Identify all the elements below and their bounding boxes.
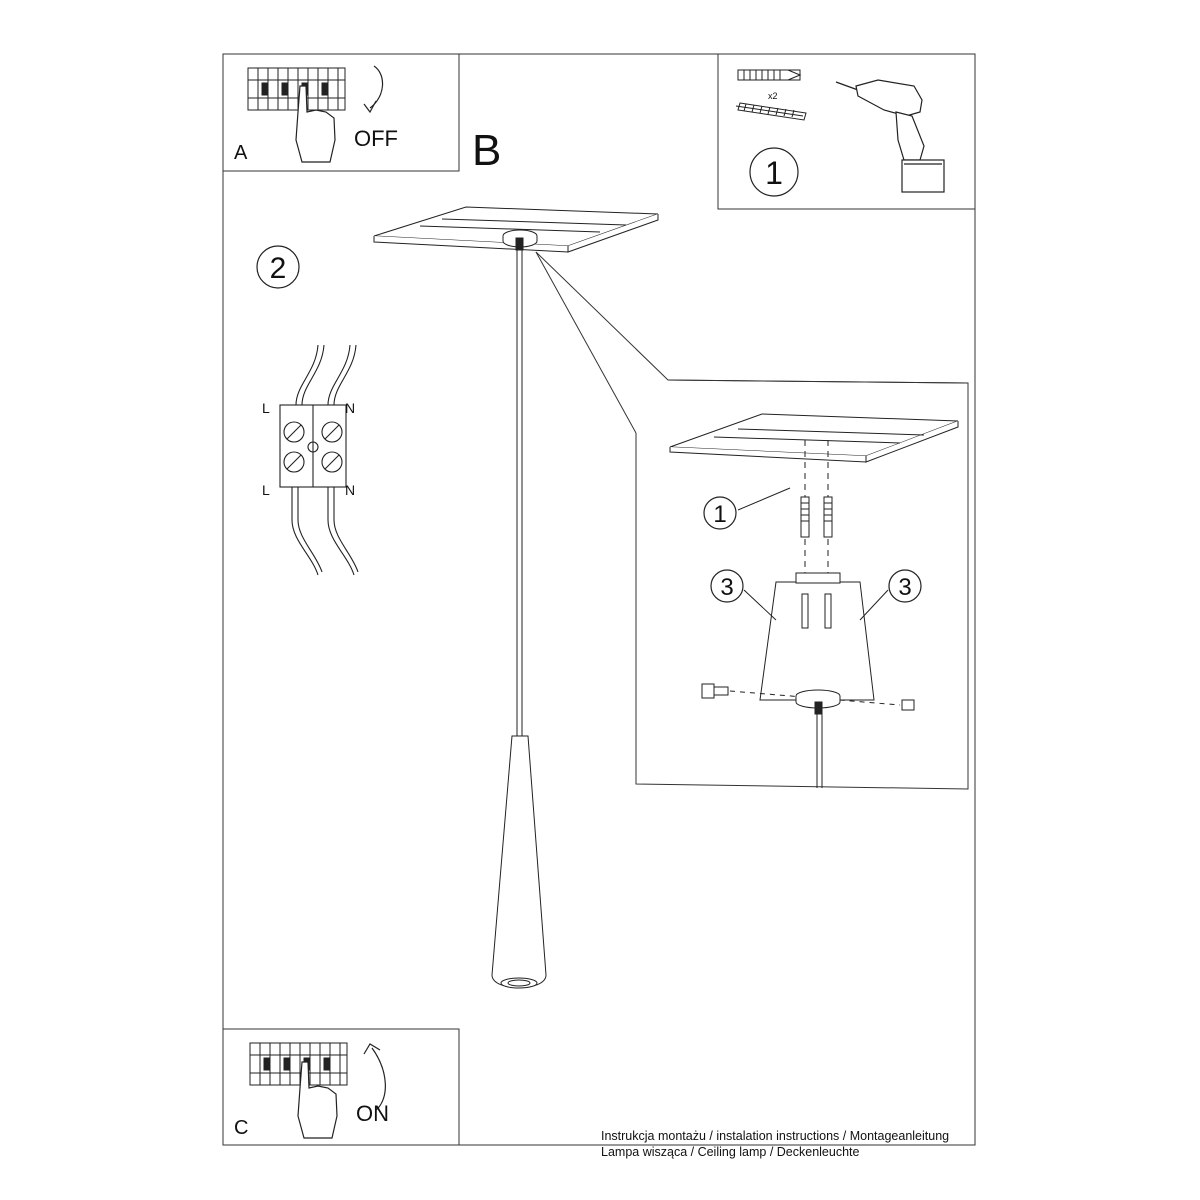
switch-off-label: OFF: [354, 126, 398, 151]
panel-c: [223, 1029, 459, 1145]
detail-inset: [636, 380, 968, 789]
terminal-l-top: L: [262, 400, 270, 416]
footer-caption: [601, 1128, 949, 1160]
terminal-n-bottom: N: [345, 482, 356, 498]
quantity-label: x2: [768, 91, 778, 101]
step-2-number: [257, 246, 299, 288]
svg-text:3: 3: [898, 574, 912, 601]
svg-text:1: 1: [765, 155, 783, 191]
step-1-number: [750, 148, 798, 196]
pendant-lamp-icon: [492, 250, 546, 988]
terminal-l-bottom: L: [262, 482, 270, 498]
detail-callout-3-right: [889, 570, 921, 602]
detail-callout-1: [704, 497, 736, 529]
panel-b-letter: B: [472, 126, 502, 175]
svg-text:1: 1: [713, 501, 727, 528]
anchor-plug-icon: [738, 70, 800, 80]
drill-icon: [836, 80, 944, 192]
screw-icon: [736, 103, 806, 120]
panel-a-letter: A: [234, 142, 248, 164]
svg-text:2: 2: [269, 252, 287, 285]
footer-line-2: Lampa wisząca / Ceiling lamp / Deckenleuchte: [601, 1145, 860, 1159]
step-1-panel: [718, 54, 975, 209]
panel-a: [223, 54, 459, 171]
footer-line-1: Instrukcja montażu / instalation instructions / Montageanleitung: [601, 1129, 950, 1143]
switch-on-label: ON: [356, 1101, 389, 1126]
terminal-n-top: N: [345, 400, 356, 416]
panel-c-letter: C: [234, 1117, 249, 1139]
breaker-panel-icon: [250, 1043, 347, 1085]
breaker-panel-icon: [248, 68, 345, 110]
detail-callout-3-left: [711, 570, 743, 602]
svg-text:3: 3: [720, 574, 734, 601]
ceiling-canopy-icon: [374, 207, 658, 252]
terminal-block-icon: [280, 345, 358, 575]
hand-icon: [296, 86, 335, 162]
